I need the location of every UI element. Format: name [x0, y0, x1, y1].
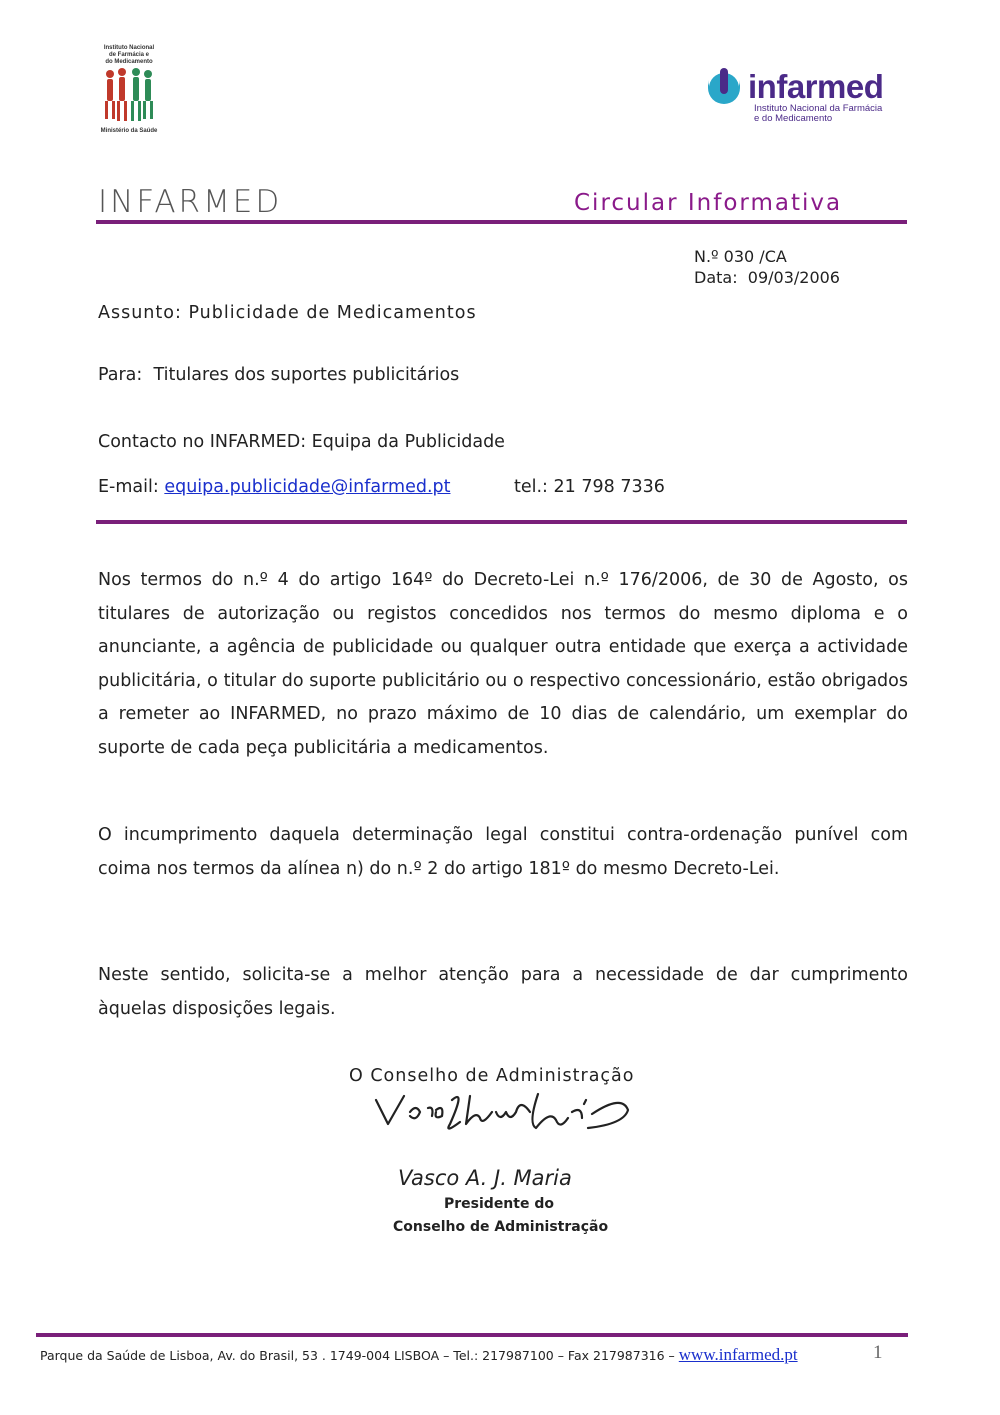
- logo-text-1: Instituto Nacional: [103, 45, 155, 51]
- contact-value: Equipa da Publicidade: [311, 432, 505, 452]
- logo-text-ministry: Ministério da Saúde: [100, 128, 158, 134]
- subject-line: [98, 303, 477, 323]
- subject-value: Publicidade de Medicamentos: [188, 303, 477, 323]
- paragraph-2: O incumprimento daquela determinação legal constitui contra-ordenação punível com coima nos termos da alínea n) do n.º 2 do artigo 181º do mesmo Decreto-Lei.: [98, 825, 908, 879]
- recipient-value: Titulares dos suportes publicitários: [153, 365, 460, 385]
- phone-value: 21 798 7336: [553, 477, 665, 497]
- date-label: Data:: [694, 268, 738, 287]
- signatory-role-2: Conselho de Administração: [393, 1219, 609, 1235]
- document-date: [694, 267, 840, 288]
- figures-icon: [96, 66, 162, 124]
- paragraph-3: Neste sentido, solicita-se a melhor atenção para a necessidade de dar cumprimento àquelas disposições legais.: [98, 965, 908, 1019]
- handwritten-signature: [370, 1090, 632, 1142]
- contact-label: Contacto no INFARMED:: [98, 432, 307, 452]
- fields-divider: [96, 520, 907, 524]
- footer-website-link[interactable]: www.infarmed.pt: [678, 1345, 798, 1364]
- page-number: 1: [873, 1342, 883, 1363]
- logo-text-2: de Farmácia e: [108, 52, 150, 58]
- email-line: [98, 477, 450, 497]
- brand-subtitle-line-1: Instituto Nacional da Farmácia: [754, 103, 883, 114]
- signatory-name: Vasco A. J. Maria: [398, 1166, 572, 1190]
- date-value: 09/03/2006: [747, 268, 840, 287]
- footer-address: Parque da Saúde de Lisboa, Av. do Brasil, 53 . 1749-004 LISBOA – Tel.: 217987100 – Fax 217987316 –: [40, 1348, 675, 1363]
- document-type: Circular Informativa: [574, 190, 843, 216]
- footer-divider: [36, 1333, 908, 1337]
- board-label: O Conselho de Administração: [349, 1066, 635, 1086]
- brand-word: infarmed: [748, 68, 884, 105]
- recipient-label: Para:: [98, 365, 143, 385]
- phone-label: tel.:: [514, 477, 548, 497]
- recipient-line: [98, 365, 459, 385]
- document-number: N.º 030 /CA: [694, 247, 787, 266]
- email-label: E-mail:: [98, 477, 159, 497]
- email-link[interactable]: equipa.publicidade@infarmed.pt: [164, 477, 451, 497]
- ministry-logo: [96, 45, 162, 135]
- paragraph-1: Nos termos do n.º 4 do artigo 164º do Decreto-Lei n.º 176/2006, de 30 de Agosto, os titulares de autorização ou registos concedidos nos termos do mesmo diploma e o anunciante, a agência de publicidade ou qualquer outra entidade que exerça a actividade publicitária, o titular do suporte publicitário ou o respectivo concessionário, estão obrigados a remeter ao INFARMED, no prazo máximo de 10 dias de calendário, um exemplar do suporte de cada peça publicitária a medicamentos.: [98, 570, 908, 758]
- signatory-role-1: Presidente do: [444, 1196, 554, 1212]
- subject-label: Assunto:: [98, 303, 182, 323]
- infarmed-symbol-icon: [704, 68, 744, 112]
- logo-text-3: do Medicamento: [105, 59, 153, 65]
- document-meta: [694, 246, 840, 288]
- infarmed-logo: [704, 66, 904, 130]
- contact-line: [98, 432, 505, 452]
- header-divider: [96, 220, 907, 224]
- phone-line: [514, 477, 665, 497]
- page-title: INFARMED: [98, 184, 283, 220]
- footer-address-line: [40, 1345, 798, 1365]
- brand-subtitle: [754, 104, 882, 124]
- brand-subtitle-line-2: e do Medicamento: [754, 113, 833, 124]
